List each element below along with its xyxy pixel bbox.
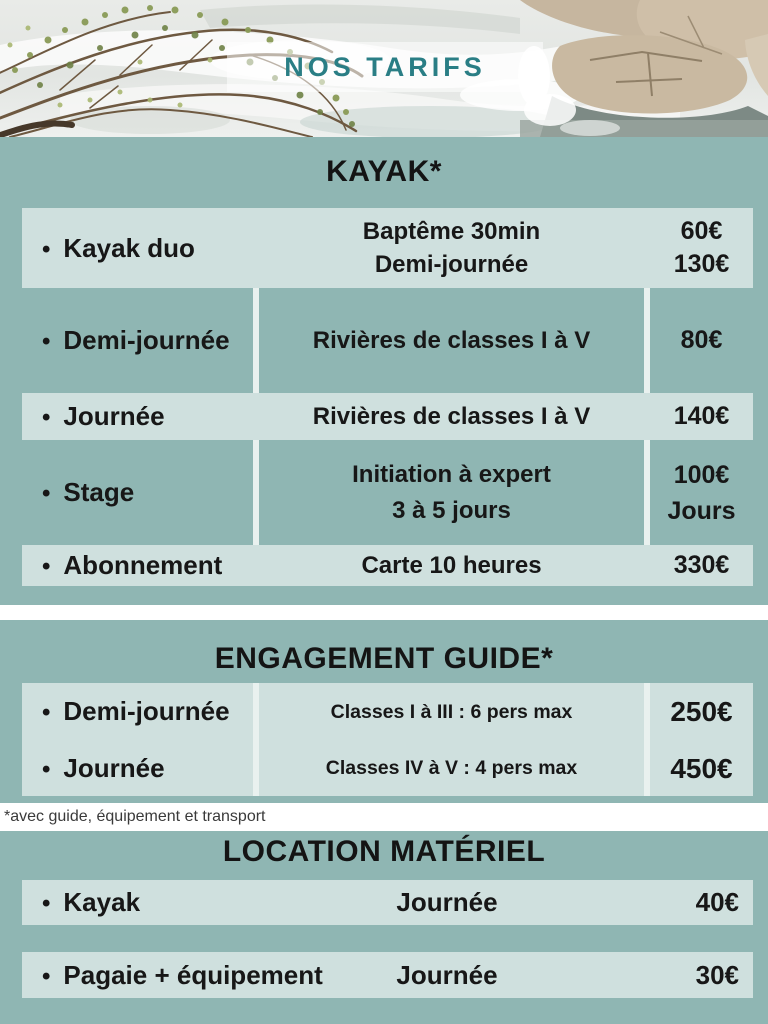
row-name: Pagaie + équipement xyxy=(63,959,323,990)
pricing-row xyxy=(22,880,753,925)
desc-line: Classes I à III : 6 pers max xyxy=(330,700,573,723)
bullet-icon xyxy=(42,325,50,356)
page-title: NOS TARIFS xyxy=(284,51,486,82)
desc-line: Classes IV à V : 4 pers max xyxy=(325,757,578,779)
pricing-row xyxy=(22,288,753,393)
row-desc-cell xyxy=(259,740,644,796)
footnote: *avec guide, équipement et transport xyxy=(0,803,768,831)
bullet-icon xyxy=(42,696,50,727)
price-line: 450€ xyxy=(670,752,733,784)
section-kayak xyxy=(0,137,768,605)
row-price-cell: 40€ xyxy=(695,887,739,917)
desc-line: Rivières de classes I à V xyxy=(312,403,591,430)
pricing-row xyxy=(22,393,753,440)
price-line: 80€ xyxy=(680,326,723,354)
row-price-cell xyxy=(650,683,753,740)
desc-line: 3 à 5 jours xyxy=(392,496,511,524)
row-desc-cell xyxy=(259,208,644,288)
desc-line: Baptême 30min xyxy=(362,218,541,245)
row-price-cell xyxy=(650,740,753,796)
bullet-icon xyxy=(42,233,50,264)
row-name-cell xyxy=(22,545,253,586)
row-name-cell xyxy=(22,393,253,440)
pricing-row xyxy=(22,440,753,545)
row-name: Kayak duo xyxy=(63,232,195,263)
desc-line: Initiation à expert xyxy=(352,460,551,488)
bullet-icon xyxy=(42,960,50,991)
price-line: 60€ xyxy=(680,217,723,245)
desc-line: Carte 10 heures xyxy=(361,552,542,579)
section-kayak-title: KAYAK* xyxy=(326,155,442,188)
pricing-row xyxy=(22,208,753,288)
row-name-cell xyxy=(22,208,253,288)
row-desc-cell: Journée xyxy=(396,887,498,917)
section-engagement-title: ENGAGEMENT GUIDE* xyxy=(214,642,554,675)
row-price-cell xyxy=(650,393,753,440)
row-price-cell xyxy=(650,440,753,545)
row-desc-cell xyxy=(259,440,644,545)
banner xyxy=(0,0,768,137)
row-name: Abonnement xyxy=(63,550,223,580)
price-line: 330€ xyxy=(673,551,730,579)
row-name-cell xyxy=(22,952,362,998)
section-location-materiel xyxy=(0,831,768,1024)
row-name: Journée xyxy=(63,752,165,783)
row-name: Demi-journée xyxy=(63,696,230,726)
price-line: Jours xyxy=(667,496,736,525)
row-price-cell xyxy=(650,208,753,288)
desc-line: Demi-journée xyxy=(374,251,529,278)
price-line: 100€ xyxy=(673,460,730,489)
row-name-cell xyxy=(22,288,253,393)
section-location-title: LOCATION MATÉRIEL xyxy=(222,835,546,868)
bullet-icon xyxy=(42,401,50,432)
row-desc-cell xyxy=(259,393,644,440)
bullet-icon xyxy=(42,753,50,784)
row-name: Stage xyxy=(63,477,135,507)
row-name-cell xyxy=(22,683,253,740)
pricing-row xyxy=(22,683,753,740)
price-line: 140€ xyxy=(673,402,730,430)
bullet-icon xyxy=(42,477,50,508)
pricing-row xyxy=(22,952,753,998)
desc-line: Rivières de classes I à V xyxy=(312,327,591,354)
row-name-cell xyxy=(22,440,253,545)
price-line: 130€ xyxy=(673,250,730,278)
engagement-rows-block xyxy=(22,683,753,796)
bullet-icon xyxy=(42,887,50,918)
row-price-cell xyxy=(650,545,753,586)
row-desc-cell xyxy=(259,545,644,586)
row-desc-cell: Journée xyxy=(396,959,498,990)
row-name-cell xyxy=(22,880,362,925)
row-price-cell: 30€ xyxy=(695,959,739,990)
row-desc-cell xyxy=(259,288,644,393)
price-line: 250€ xyxy=(670,696,733,727)
banner-title-box xyxy=(227,42,543,92)
row-desc-cell xyxy=(259,683,644,740)
row-name: Journée xyxy=(63,401,165,431)
row-name-cell xyxy=(22,740,253,796)
row-name: Kayak xyxy=(63,887,141,917)
row-price-cell xyxy=(650,288,753,393)
row-name: Demi-journée xyxy=(63,325,230,355)
bullet-icon xyxy=(42,550,50,581)
pricing-row xyxy=(22,740,753,796)
section-engagement-guide xyxy=(0,620,768,803)
pricing-row xyxy=(22,545,753,586)
